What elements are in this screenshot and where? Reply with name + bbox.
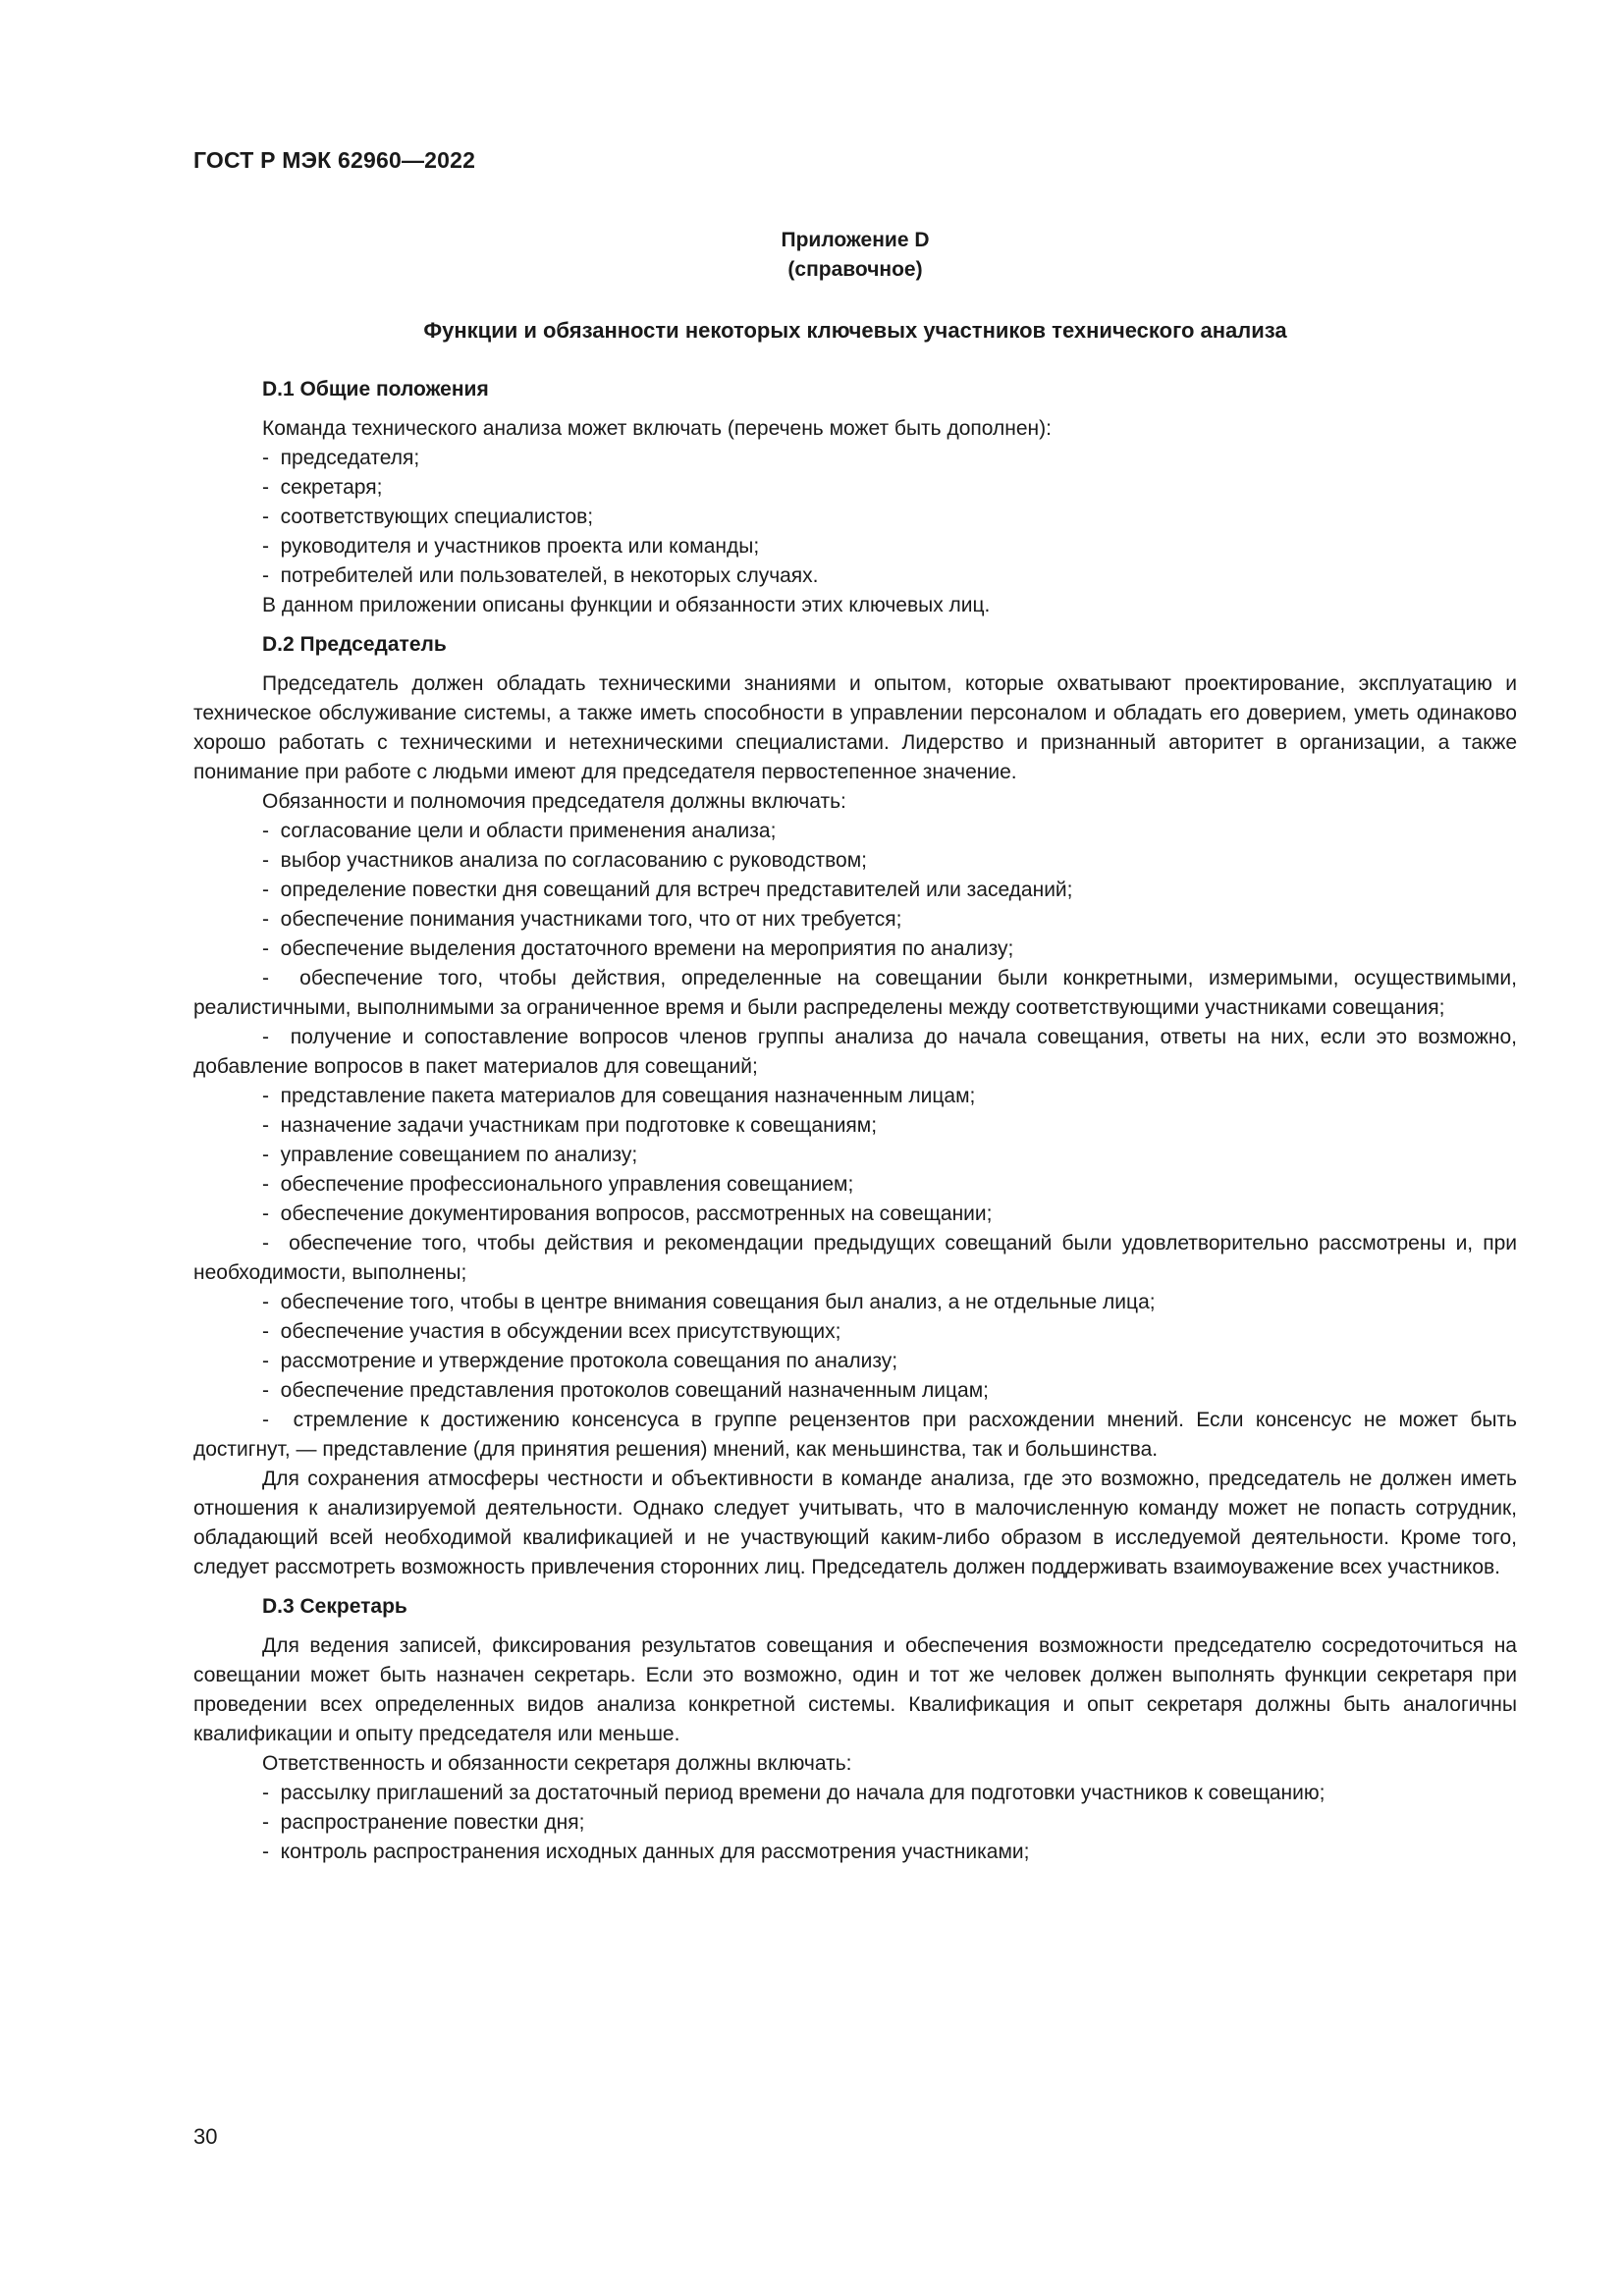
annex-title: Приложение D bbox=[781, 229, 930, 251]
list-item: - определение повестки дня совещаний для встреч представителей или заседаний; bbox=[193, 876, 1517, 905]
list-item: - обеспечение профессионального управления совещанием; bbox=[193, 1170, 1517, 1200]
list-item: - секретаря; bbox=[193, 473, 1517, 503]
d3-intro: Ответственность и обязанности секретаря должны включать: bbox=[262, 1752, 852, 1775]
d1-intro: Команда технического анализа может включать (перечень может быть дополнен): bbox=[262, 417, 1052, 440]
list-item: - обеспечение понимания участниками того, что от них требуется; bbox=[193, 905, 1517, 934]
list-item: - рассылку приглашений за достаточный период времени до начала для подготовки участников к совещанию; bbox=[193, 1779, 1517, 1808]
list-item: - потребителей или пользователей, в некоторых случаях. bbox=[193, 561, 1517, 591]
list-item: - обеспечение представления протоколов совещаний назначенным лицам; bbox=[193, 1376, 1517, 1406]
section-heading-d1: D.1 Общие положения bbox=[262, 378, 489, 400]
list-item: - руководителя и участников проекта или команды; bbox=[193, 532, 1517, 561]
list-item: - стремление к достижению консенсуса в группе рецензентов при расхождении мнений. Если консенсус не может быть достигнут, — представление (для принятия решения) мнений, как меньшинства, так и большинства. bbox=[193, 1406, 1517, 1465]
d3-paragraph-1: Для ведения записей, фиксирования результатов совещания и обеспечения возможности председателю сосредоточиться на совещании может быть назначен секретарь. Если это возможно, один и тот же человек должен выполнять функции секретаря при проведении всех определенных видов анализа конкретной системы. Квалификация и опыт секретаря должны быть аналогичны квалификации и опыту председателя или меньше. bbox=[193, 1634, 1517, 1745]
list-item: - обеспечение документирования вопросов, рассмотренных на совещании; bbox=[193, 1200, 1517, 1229]
page-content bbox=[193, 226, 1517, 1867]
list-item: - распространение повестки дня; bbox=[193, 1808, 1517, 1838]
d2-list bbox=[193, 817, 1517, 1465]
list-item: - обеспечение того, чтобы в центре внимания совещания был анализ, а не отдельные лица; bbox=[193, 1288, 1517, 1317]
list-item: - обеспечение того, чтобы действия, определенные на совещании были конкретными, измеримыми, осуществимыми, реалистичными, выполнимыми за ограниченное время и были распределены между соответствующими участниками совещания; bbox=[193, 964, 1517, 1023]
d2-intro: Обязанности и полномочия председателя должны включать: bbox=[262, 790, 846, 813]
list-item: - рассмотрение и утверждение протокола совещания по анализу; bbox=[193, 1347, 1517, 1376]
standard-header: ГОСТ Р МЭК 62960—2022 bbox=[193, 147, 476, 173]
page-number: 30 bbox=[193, 2124, 218, 2149]
list-item: - обеспечение выделения достаточного времени на мероприятия по анализу; bbox=[193, 934, 1517, 964]
list-item: - назначение задачи участникам при подготовке к совещаниям; bbox=[193, 1111, 1517, 1141]
list-item: - обеспечение того, чтобы действия и рекомендации предыдущих совещаний были удовлетворительно рассмотрены и, при необходимости, выполнены; bbox=[193, 1229, 1517, 1288]
section-heading-d2: D.2 Председатель bbox=[262, 633, 447, 656]
list-item: - обеспечение участия в обсуждении всех присутствующих; bbox=[193, 1317, 1517, 1347]
list-item: - председателя; bbox=[193, 444, 1517, 473]
section-heading-d3: D.3 Секретарь bbox=[262, 1595, 407, 1618]
list-item: - представление пакета материалов для совещания назначенным лицам; bbox=[193, 1082, 1517, 1111]
d2-paragraph-1: Председатель должен обладать техническими знаниями и опытом, которые охватывают проектирование, эксплуатацию и техническое обслуживание системы, а также иметь способности в управлении персоналом и обладать его доверием, уметь одинаково хорошо работать с техническими и нетехническими специалистами. Лидерство и признанный авторитет в организации, а также понимание при работе с людьми имеют для председателя первостепенное значение. bbox=[193, 672, 1517, 783]
d1-outro: В данном приложении описаны функции и обязанности этих ключевых лиц. bbox=[262, 594, 991, 616]
annex-heading: Функции и обязанности некоторых ключевых участников технического анализа bbox=[423, 318, 1287, 343]
d1-list bbox=[193, 444, 1517, 591]
annex-subtitle: (справочное) bbox=[787, 258, 923, 281]
d2-paragraph-2: Для сохранения атмосферы честности и объективности в команде анализа, где это возможно, председатель не должен иметь отношения к анализируемой деятельности. Однако следует учитывать, что в малочисленную команду может не попасть сотрудник, обладающий всей необходимой квалификацией и не участвующий каким-либо образом в исследуемой деятельности. Кроме того, следует рассмотреть возможность привлечения сторонних лиц. Председатель должен поддерживать взаимоуважение всех участников. bbox=[193, 1468, 1517, 1578]
list-item: - управление совещанием по анализу; bbox=[193, 1141, 1517, 1170]
list-item: - соответствующих специалистов; bbox=[193, 503, 1517, 532]
list-item: - контроль распространения исходных данных для рассмотрения участниками; bbox=[193, 1838, 1517, 1867]
list-item: - согласование цели и области применения анализа; bbox=[193, 817, 1517, 846]
list-item: - выбор участников анализа по согласованию с руководством; bbox=[193, 846, 1517, 876]
list-item: - получение и сопоставление вопросов членов группы анализа до начала совещания, ответы на них, если это возможно, добавление вопросов в пакет материалов для совещаний; bbox=[193, 1023, 1517, 1082]
d3-list bbox=[193, 1779, 1517, 1867]
